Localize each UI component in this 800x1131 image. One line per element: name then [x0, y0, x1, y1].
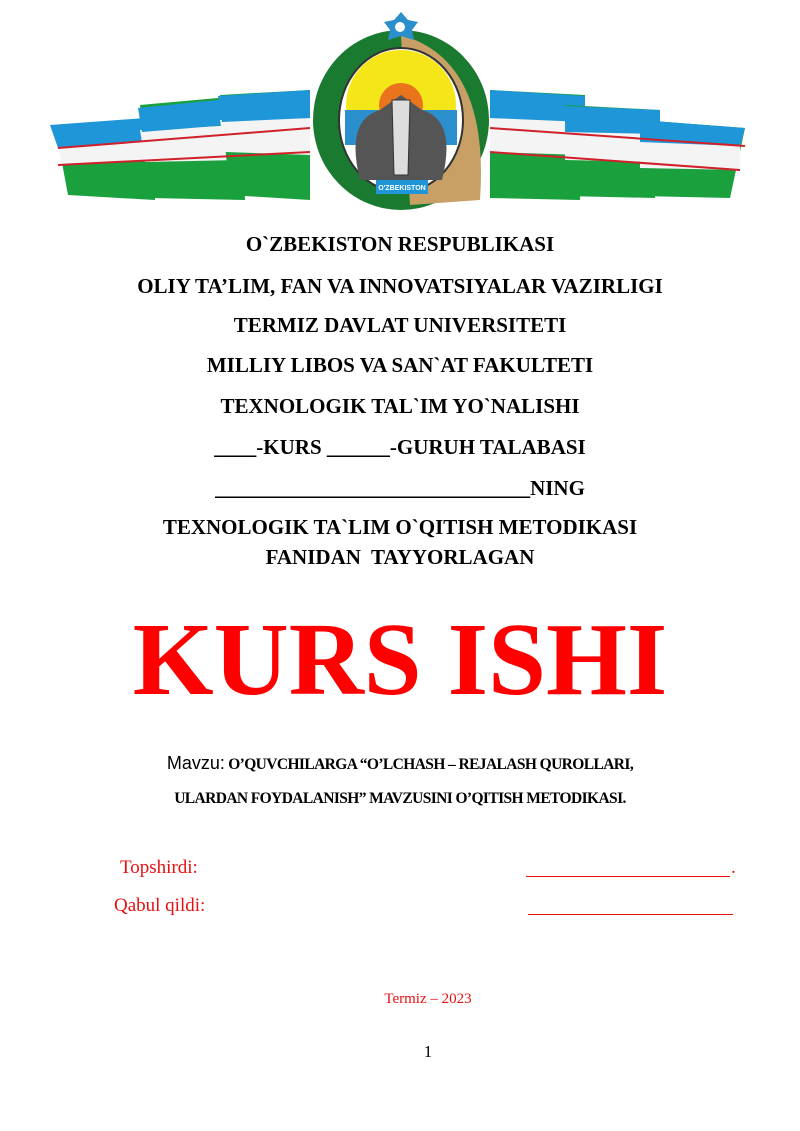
state-emblem-flag-banner — [40, 0, 760, 220]
submitted-label: Topshirdi: — [120, 857, 198, 878]
topic-label: Mavzu: — [166, 753, 225, 773]
department-name: TEXNOLOGIK TAL`IM YO`NALISHI — [220, 394, 580, 418]
topic-line-2: ULARDAN FOYDALANISH” MAVZUSINI O’QITISH METODIKASI. — [174, 790, 626, 807]
ministry-name: OLIY TA’LIM, FAN VA INNOVATSIYALAR VAZIRLIGI — [137, 274, 663, 298]
accepted-label: Qabul qildi: — [114, 895, 206, 916]
place-year: Termiz – 2023 — [384, 991, 472, 1007]
course-group-line: ____-KURS ______-GURUH TALABASI — [214, 435, 586, 459]
document-title: KURS ISHI — [132, 602, 668, 717]
submitted-end: . — [731, 857, 736, 878]
university-name: TERMIZ DAVLAT UNIVERSITETI — [233, 313, 567, 337]
faculty-name: MILLIY LIBOS VA SAN`AT FAKULTETI — [206, 353, 594, 377]
topic-text-1: O’QUVCHILARGA “O’LCHASH – REJALASH QUROLLARI, — [228, 756, 634, 773]
accepted-signature-line — [528, 914, 733, 915]
country-name: O`ZBEKISTON RESPUBLIKASI — [245, 232, 555, 256]
coat-of-arms-icon — [313, 12, 489, 210]
submitted-signature-line — [526, 876, 730, 877]
topic-line-1 — [0, 753, 800, 774]
svg-text:O'ZBEKISTON: O'ZBEKISTON — [378, 185, 426, 192]
student-name-line: ______________________________NING — [215, 476, 585, 500]
subject-line: TEXNOLOGIK TA`LIM O`QITISH METODIKASI — [162, 515, 638, 539]
page-number: 1 — [423, 1042, 433, 1061]
subject-line-2: FANIDAN TAYYORLAGAN — [265, 545, 535, 569]
